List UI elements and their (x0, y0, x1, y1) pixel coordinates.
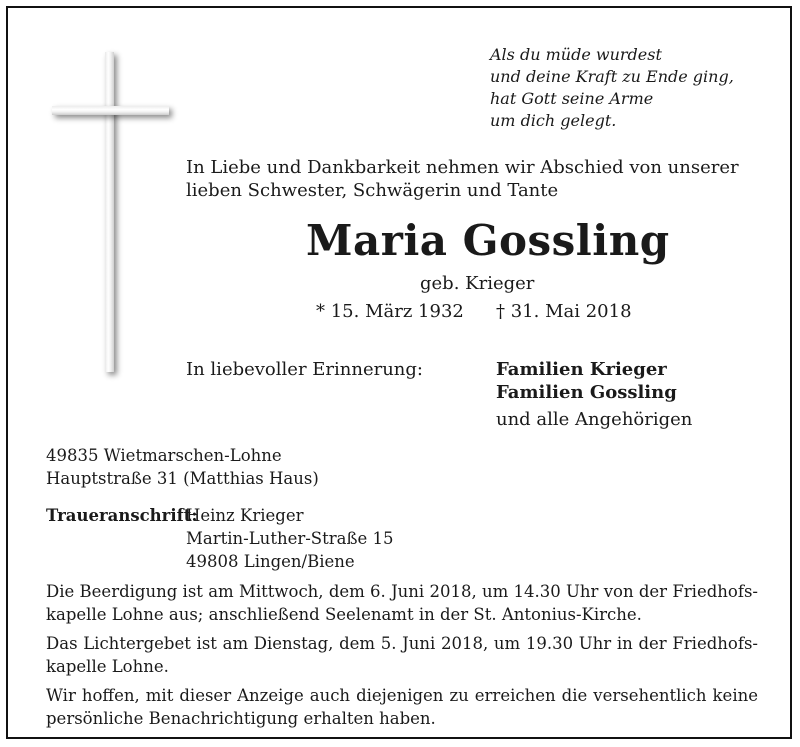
address-line: Hauptstraße 31 (Matthias Haus) (46, 469, 319, 488)
relatives-line: und alle Angehörigen (496, 409, 693, 430)
obituary-frame (6, 6, 792, 739)
address-line: 49835 Wietmarschen-Lohne (46, 446, 282, 465)
prayer-notice: Das Lichtergebet ist am Dienstag, dem 5. Juni 2018, um 19.30 Uhr in der Friedhofs-kapelle Lohne. (46, 634, 758, 676)
intro-text (186, 156, 739, 202)
birth-name: geb. Krieger (420, 273, 535, 294)
poem-line: und deine Kraft zu Ende ging, (490, 67, 734, 86)
death-date: † 31. Mai 2018 (496, 301, 632, 322)
mourners-label: In liebevoller Erinnerung: (186, 359, 423, 380)
address-line: Martin-Luther-Straße 15 (186, 529, 394, 548)
address-line: Heinz Krieger (186, 506, 304, 525)
condolence-address (186, 504, 393, 573)
family-name: Familien Krieger (496, 359, 667, 380)
poem-line: um dich gelegt. (490, 111, 617, 130)
deceased-name: Maria Gossling (306, 216, 670, 265)
condolence-label: Traueranschrift: (46, 506, 198, 525)
intro-line: In Liebe und Dankbarkeit nehmen wir Abschied von unserer (186, 157, 739, 178)
birth-date: * 15. März 1932 (316, 301, 464, 322)
intro-line: lieben Schwester, Schwägerin und Tante (186, 180, 559, 201)
mourners-list (496, 358, 692, 431)
poem-line: Als du müde wurdest (490, 45, 662, 64)
closing-notice: Wir hoffen, mit dieser Anzeige auch diejenigen zu erreichen die versehentlich keine persönliche Benachrichtigung erhalten haben. (46, 686, 758, 728)
funeral-notice: Die Beerdigung ist am Mittwoch, dem 6. Juni 2018, um 14.30 Uhr von der Friedhofs-kapelle Lohne aus; anschließend Seelenamt in der St. Antonius-Kirche. (46, 582, 758, 624)
poem-line: hat Gott seine Arme (490, 89, 654, 108)
family-name: Familien Gossling (496, 382, 677, 403)
home-address (46, 444, 319, 490)
address-line: 49808 Lingen/Biene (186, 552, 355, 571)
poem (490, 44, 734, 132)
